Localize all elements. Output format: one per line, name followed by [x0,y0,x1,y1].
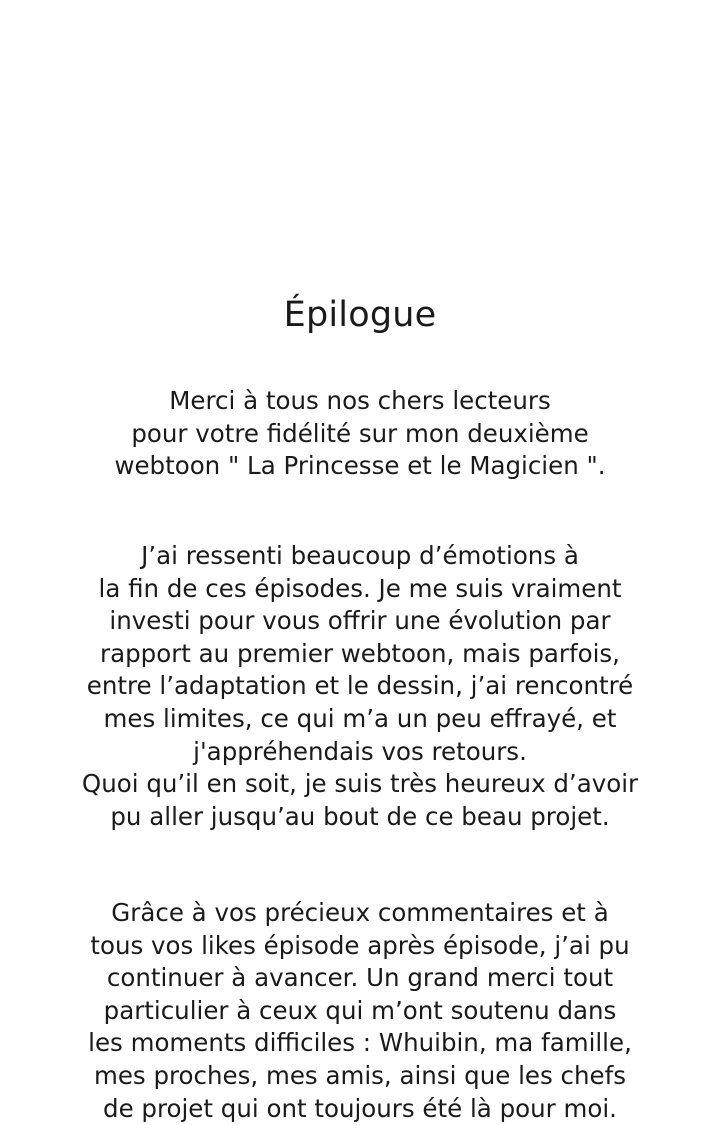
text-line: la fin de ces épisodes. Je me suis vraiment [98,573,622,603]
text-line: entre l’adaptation et le dessin, j’ai rencontré [86,671,634,701]
text-line: mes proches, mes amis, ainsi que les chefs [93,1060,627,1090]
paragraph-acknowledgements [0,897,720,1125]
text-line: J’ai ressenti beaucoup d’émotions à [141,541,579,570]
text-line: Grâce à vos précieux commentaires et à [111,898,609,927]
text-line: de projet qui ont toujours été là pour moi. [103,1093,617,1123]
text-line: Quoi qu’il en soit, je suis très heureux d’avoir [81,769,639,799]
text-line: particulier à ceux qui m’ont soutenu dans [103,995,617,1025]
paragraph-thanks [0,385,720,483]
text-line: les moments difficiles : Whuibin, ma famille, [88,1028,632,1058]
page-title: Épilogue [283,295,437,335]
text-line: j'appréhendais vos retours. [193,736,527,766]
text-line: mes limites, ce qui m’a un peu effrayé, et [103,703,617,733]
text-line: pu aller jusqu’au bout de ce beau projet. [110,801,610,831]
text-line: pour votre fidélité sur mon deuxième [131,418,589,448]
text-line: rapport au premier webtoon, mais parfois, [100,638,620,668]
text-line: Merci à tous nos chers lecteurs [169,386,551,415]
text-line: investi pour vous offrir une évolution par [109,606,611,636]
paragraph-emotions [0,540,720,833]
text-line: continuer à avancer. Un grand merci tout [106,963,614,993]
text-line: tous vos likes épisode après épisode, j’ai pu [90,930,630,960]
text-line: webtoon " La Princesse et le Magicien ". [114,451,606,481]
